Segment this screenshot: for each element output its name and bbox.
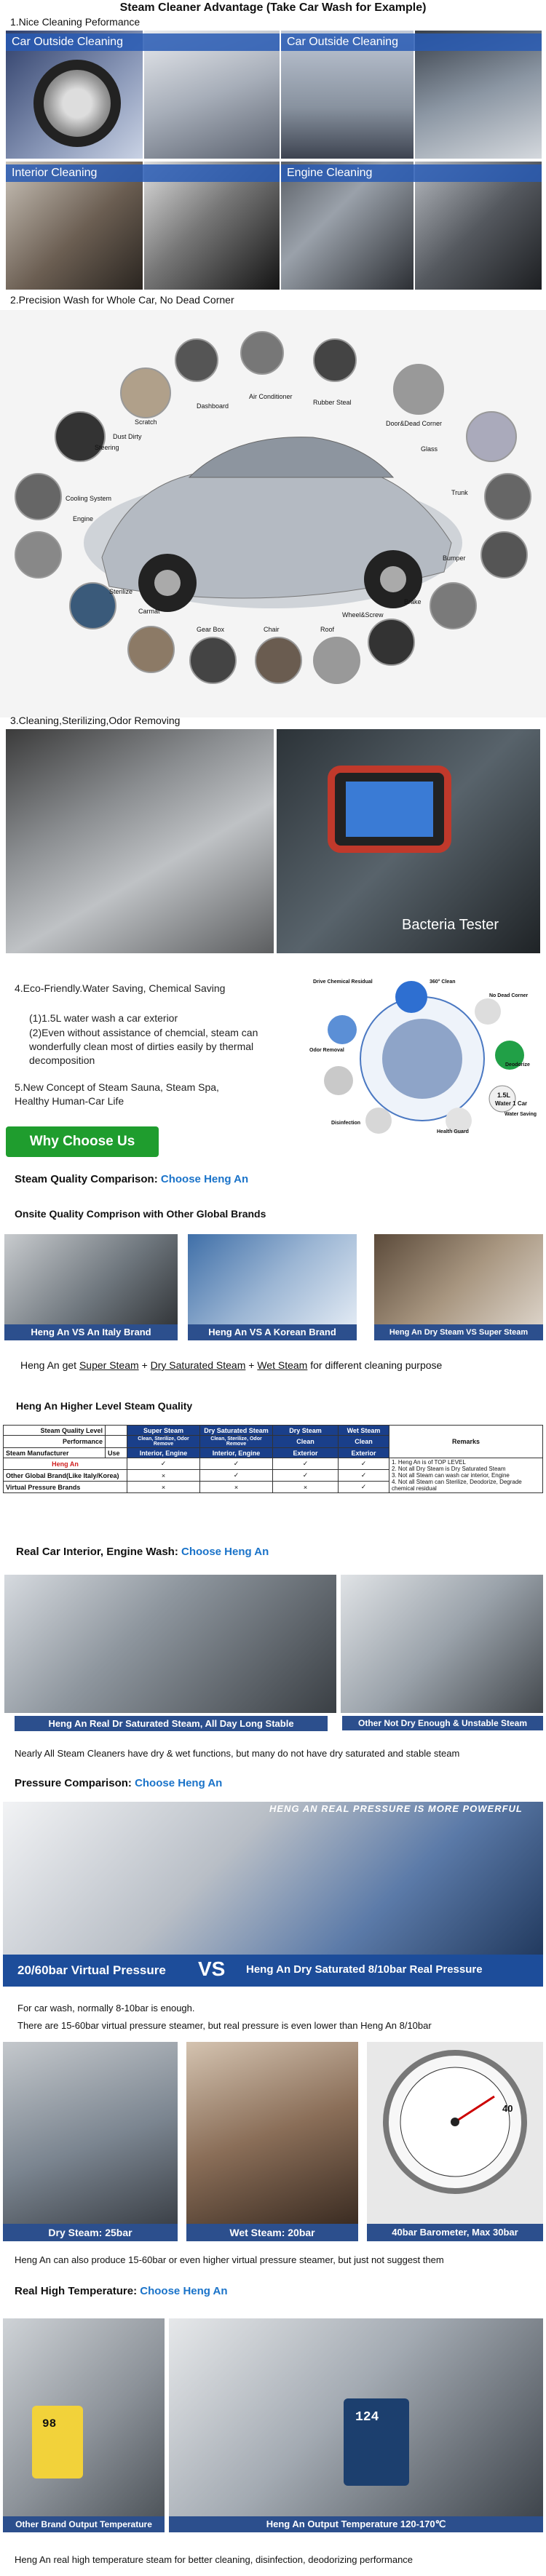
- eco-label-water: 1.5L: [497, 1092, 511, 1099]
- car-label: Brake: [404, 598, 422, 605]
- item-precision-wash: 2.Precision Wash for Whole Car, No Dead Corner: [10, 294, 234, 306]
- car-label: Wheel&Screw: [342, 611, 384, 619]
- left-temp-reading: 98: [42, 2417, 57, 2430]
- eco-label-nodead: No Dead Corner: [489, 993, 529, 998]
- col-drysteam: Dry Steam: [273, 1426, 339, 1436]
- pressure-left: 20/60bar Virtual Pressure: [17, 1963, 166, 1977]
- thumb-dashboard: [175, 338, 218, 382]
- item-cleaning-sterilizing: 3.Cleaning,Sterilizing,Odor Removing: [10, 715, 181, 726]
- desc-e: for different cleaning purpose: [310, 1359, 443, 1371]
- other-temp-photo: [3, 2318, 165, 2522]
- car-label: Chair: [264, 626, 280, 633]
- steam-quality-choose: Choose Heng An: [160, 1173, 249, 1185]
- steam-quality-table-wrap: [3, 1425, 543, 1493]
- bacteria-tester-label: Bacteria Tester: [402, 917, 499, 933]
- car-outside-title-1: Car Outside Cleaning: [6, 33, 280, 51]
- thumb-gearbox: [189, 637, 237, 684]
- item-nice-cleaning: 1.Nice Cleaning Peformance: [10, 16, 141, 28]
- temperature-title: Real High Temperature:: [15, 2285, 138, 2297]
- wheel-shape: [33, 60, 121, 147]
- val: ✓: [339, 1458, 389, 1470]
- real-car-choose: Choose Heng An: [181, 1546, 269, 1558]
- desc-wet: Wet Steam: [257, 1359, 308, 1371]
- eco-label-360: 360° Clean: [430, 979, 456, 985]
- eco-diagram-svg: [306, 975, 539, 1142]
- unstable-steam-photo: [341, 1575, 543, 1713]
- temperature-note: Heng An real high temperature steam for better cleaning, disinfection, deodorizing performance: [15, 2554, 414, 2565]
- car-label: Dust Dirty: [113, 433, 142, 440]
- caption-korea: Heng An VS A Korean Brand: [188, 1324, 357, 1340]
- perf-dry: Clean, Sterilize, Odor Remove: [200, 1436, 273, 1448]
- why-choose-us-button[interactable]: Why Choose Us: [6, 1126, 159, 1157]
- perf-wet: Clean: [339, 1436, 389, 1448]
- thumb-engine: [15, 531, 62, 579]
- thumb-cooling: [15, 473, 62, 520]
- korea-compare-photo: [188, 1234, 357, 1336]
- cell-use: Use: [106, 1448, 127, 1458]
- real-car-cap-right: Other Not Dry Enough & Unstable Steam: [342, 1716, 543, 1730]
- col-remarks: Remarks: [389, 1426, 543, 1458]
- cell-manufacturer: Steam Manufacturer: [4, 1448, 106, 1458]
- val: ✓: [339, 1482, 389, 1493]
- higher-level-heading: Heng An Higher Level Steam Quality: [16, 1400, 193, 1412]
- car-label: Cooling System: [66, 495, 112, 502]
- eco-item-5: 5.New Concept of Steam Sauna, Steam Spa, Healthy Human-Car Life: [15, 1081, 219, 1107]
- eco-label-health: Health Guard: [437, 1129, 469, 1134]
- pressure-note-1: For car wash, normally 8-10bar is enough.: [17, 2003, 195, 2014]
- remark: 1. Heng An is of TOP LEVEL: [392, 1459, 466, 1466]
- thumb-chair: [255, 637, 302, 684]
- interior-title: Interior Cleaning: [6, 164, 280, 182]
- car-label: Steering: [95, 444, 119, 451]
- car-label: Engine: [73, 515, 94, 522]
- pressure-title: Pressure Comparison:: [15, 1777, 132, 1789]
- steam-quality-table: [3, 1425, 543, 1493]
- pressure-right: Heng An Dry Saturated 8/10bar Real Pressure: [246, 1963, 483, 1976]
- page-title: Steam Cleaner Advantage (Take Car Wash for Example): [119, 1, 427, 14]
- thermometer-left: [32, 2406, 83, 2478]
- eco-point-1: (1)1.5L water wash a car exterior: [29, 1012, 178, 1024]
- row-global: Other Global Brand(Like Italy/Korea): [4, 1470, 127, 1482]
- row-hengan: Heng An: [4, 1458, 127, 1470]
- remarks-cell: [389, 1458, 543, 1493]
- val: ✓: [127, 1458, 200, 1470]
- wet-steam-20bar-photo: [186, 2042, 358, 2224]
- thumb-trunk: [484, 473, 531, 520]
- thumb-wheel: [368, 619, 415, 666]
- cap-other-temp: Other Brand Output Temperature: [3, 2516, 165, 2532]
- car-label: Bumper: [443, 554, 466, 562]
- pressure-note-3: Heng An can also produce 15-60bar or even higher virtual pressure steamer, but just not suggest them: [15, 2254, 444, 2265]
- eco-label-deodorize: Deodorize: [505, 1062, 530, 1068]
- car-outside-title-2: Car Outside Cleaning: [281, 33, 542, 51]
- tester-screen: [346, 782, 433, 837]
- val: ✓: [273, 1458, 339, 1470]
- remark: 3. Not all Steam can wash car interior, Engine: [392, 1472, 510, 1479]
- thumb-scratch: [120, 367, 171, 418]
- steam-quality-title: Steam Quality Comparison:: [15, 1173, 158, 1185]
- use-dry: Interior, Engine: [200, 1448, 273, 1458]
- val: ✓: [200, 1470, 273, 1482]
- pressure-photo: [3, 1802, 543, 1955]
- remark: 4. Not all Steam can Sterilize, Deodorize, Degrade chemical residual: [392, 1479, 522, 1492]
- real-car-note: Nearly All Steam Cleaners have dry & wet functions, but many do not have dry saturated and stable steam: [15, 1748, 460, 1759]
- eco-diagram: [306, 975, 539, 1142]
- eco-label-disinfection: Disinfection: [331, 1121, 361, 1126]
- eco-title: 4.Eco-Friendly.Water Saving, Chemical Saving: [15, 982, 226, 994]
- onsite-heading: Onsite Quality Comprison with Other Global Brands: [15, 1208, 266, 1220]
- steam-quality-heading: [15, 1173, 248, 1185]
- car-label: Trunk: [451, 489, 468, 496]
- thumb-carmat: [127, 626, 175, 673]
- col-super: Super Steam: [127, 1426, 200, 1436]
- temperature-heading: [15, 2285, 228, 2297]
- val: ×: [127, 1482, 200, 1493]
- val: ✓: [339, 1470, 389, 1482]
- caption-italy: Heng An VS An Italy Brand: [4, 1324, 178, 1340]
- cap-wet-steam: Wet Steam: 20bar: [186, 2224, 358, 2241]
- real-car-heading: [16, 1546, 269, 1558]
- val: ✓: [200, 1458, 273, 1470]
- italy-compare-photo: [4, 1234, 178, 1336]
- thumb-brake: [430, 582, 477, 629]
- gauge-max-label: 40: [502, 2103, 513, 2114]
- thumb-glass: [466, 411, 517, 462]
- cell-quality-level: Steam Quality Level: [4, 1426, 106, 1436]
- right-temp-reading: 124: [355, 2410, 379, 2425]
- val: ✓: [273, 1470, 339, 1482]
- steam-types-desc: [20, 1359, 442, 1371]
- thumb-air: [240, 331, 284, 375]
- thumb-roof: [313, 637, 360, 684]
- desc-plus-2: +: [248, 1359, 255, 1371]
- engine-title: Engine Cleaning: [281, 164, 542, 182]
- dry-saturated-steam-photo: [4, 1575, 336, 1713]
- desc-dry: Dry Saturated Steam: [150, 1359, 246, 1371]
- real-car-cap-left: Heng An Real Dr Saturated Steam, All Day Long Stable: [15, 1716, 328, 1731]
- eco-label-saving: Water Saving: [505, 1112, 537, 1117]
- thumb-bumper: [480, 531, 528, 579]
- cap-dry-steam: Dry Steam: 25bar: [3, 2224, 178, 2241]
- gauge-svg: [367, 2042, 543, 2224]
- pressure-choose: Choose Heng An: [135, 1777, 223, 1789]
- car-label: Scratch: [135, 418, 157, 426]
- pressure-note-2: There are 15-60bar virtual pressure steamer, but real pressure is even lower than Heng An 8/10bar: [17, 2020, 432, 2031]
- cell-performance: Performance: [4, 1436, 106, 1448]
- pressure-banner: HENG AN REAL PRESSURE IS MORE POWERFUL: [269, 1803, 523, 1814]
- car-label: Rubber Steal: [313, 399, 352, 406]
- cell-empty: [106, 1426, 127, 1436]
- use-super: Interior, Engine: [127, 1448, 200, 1458]
- use-drysteam: Exterior: [273, 1448, 339, 1458]
- car-label: Glass: [421, 445, 438, 453]
- val: ×: [273, 1482, 339, 1493]
- car-label: Gear Box: [197, 626, 225, 633]
- dry-steam-25bar-photo: [3, 2042, 178, 2224]
- cell-empty-2: [106, 1436, 127, 1448]
- thumb-rubber: [313, 338, 357, 382]
- real-car-title: Real Car Interior, Engine Wash:: [16, 1546, 178, 1558]
- eco-label-onecar: Water 1 Car: [495, 1100, 528, 1107]
- caption-dry-super: Heng An Dry Steam VS Super Steam: [374, 1324, 543, 1340]
- car-label: Sterilize: [109, 588, 133, 595]
- cap-hengan-temp: Heng An Output Temperature 120-170℃: [169, 2516, 543, 2532]
- col-wet: Wet Steam: [339, 1426, 389, 1436]
- remark: 2. Not all Dry Steam is Dry Saturated Steam: [392, 1466, 506, 1472]
- use-wet: Exterior: [339, 1448, 389, 1458]
- perf-drysteam: Clean: [273, 1436, 339, 1448]
- desc-a: Heng An get: [20, 1359, 77, 1371]
- barometer-photo: [367, 2042, 543, 2224]
- val: ×: [127, 1470, 200, 1482]
- car-label: Dashboard: [197, 402, 229, 410]
- car-label: Carmat: [138, 608, 160, 615]
- col-dry: Dry Saturated Steam: [200, 1426, 273, 1436]
- pressure-vs: VS: [198, 1957, 226, 1980]
- desc-plus-1: +: [141, 1359, 148, 1371]
- dry-super-compare-photo: [374, 1234, 543, 1336]
- thumb-door: [393, 364, 444, 415]
- cap-barometer: 40bar Barometer, Max 30bar: [367, 2224, 543, 2241]
- row-virtual: Virtual Pressure Brands: [4, 1482, 127, 1493]
- val: ×: [200, 1482, 273, 1493]
- car-label: Air Conditioner: [249, 393, 293, 400]
- eco-point-2: (2)Even without assistance of chemcial, steam can wonderfully clean most of dirties easily by thermal decomposition: [29, 1027, 258, 1066]
- car-label: Roof: [320, 626, 335, 633]
- temperature-choose: Choose Heng An: [140, 2285, 228, 2297]
- pressure-heading: [15, 1777, 222, 1789]
- thumb-steering: [55, 411, 106, 462]
- eco-label-odor: Odor Removal: [309, 1048, 344, 1053]
- carpet-cleaning-photo: [6, 729, 274, 953]
- car-label: Door&Dead Corner: [386, 420, 443, 427]
- desc-super: Super Steam: [79, 1359, 139, 1371]
- eco-label-drive: Drive Chemical Residual: [313, 979, 373, 985]
- perf-super: Clean, Sterilize, Odor Remove: [127, 1436, 200, 1448]
